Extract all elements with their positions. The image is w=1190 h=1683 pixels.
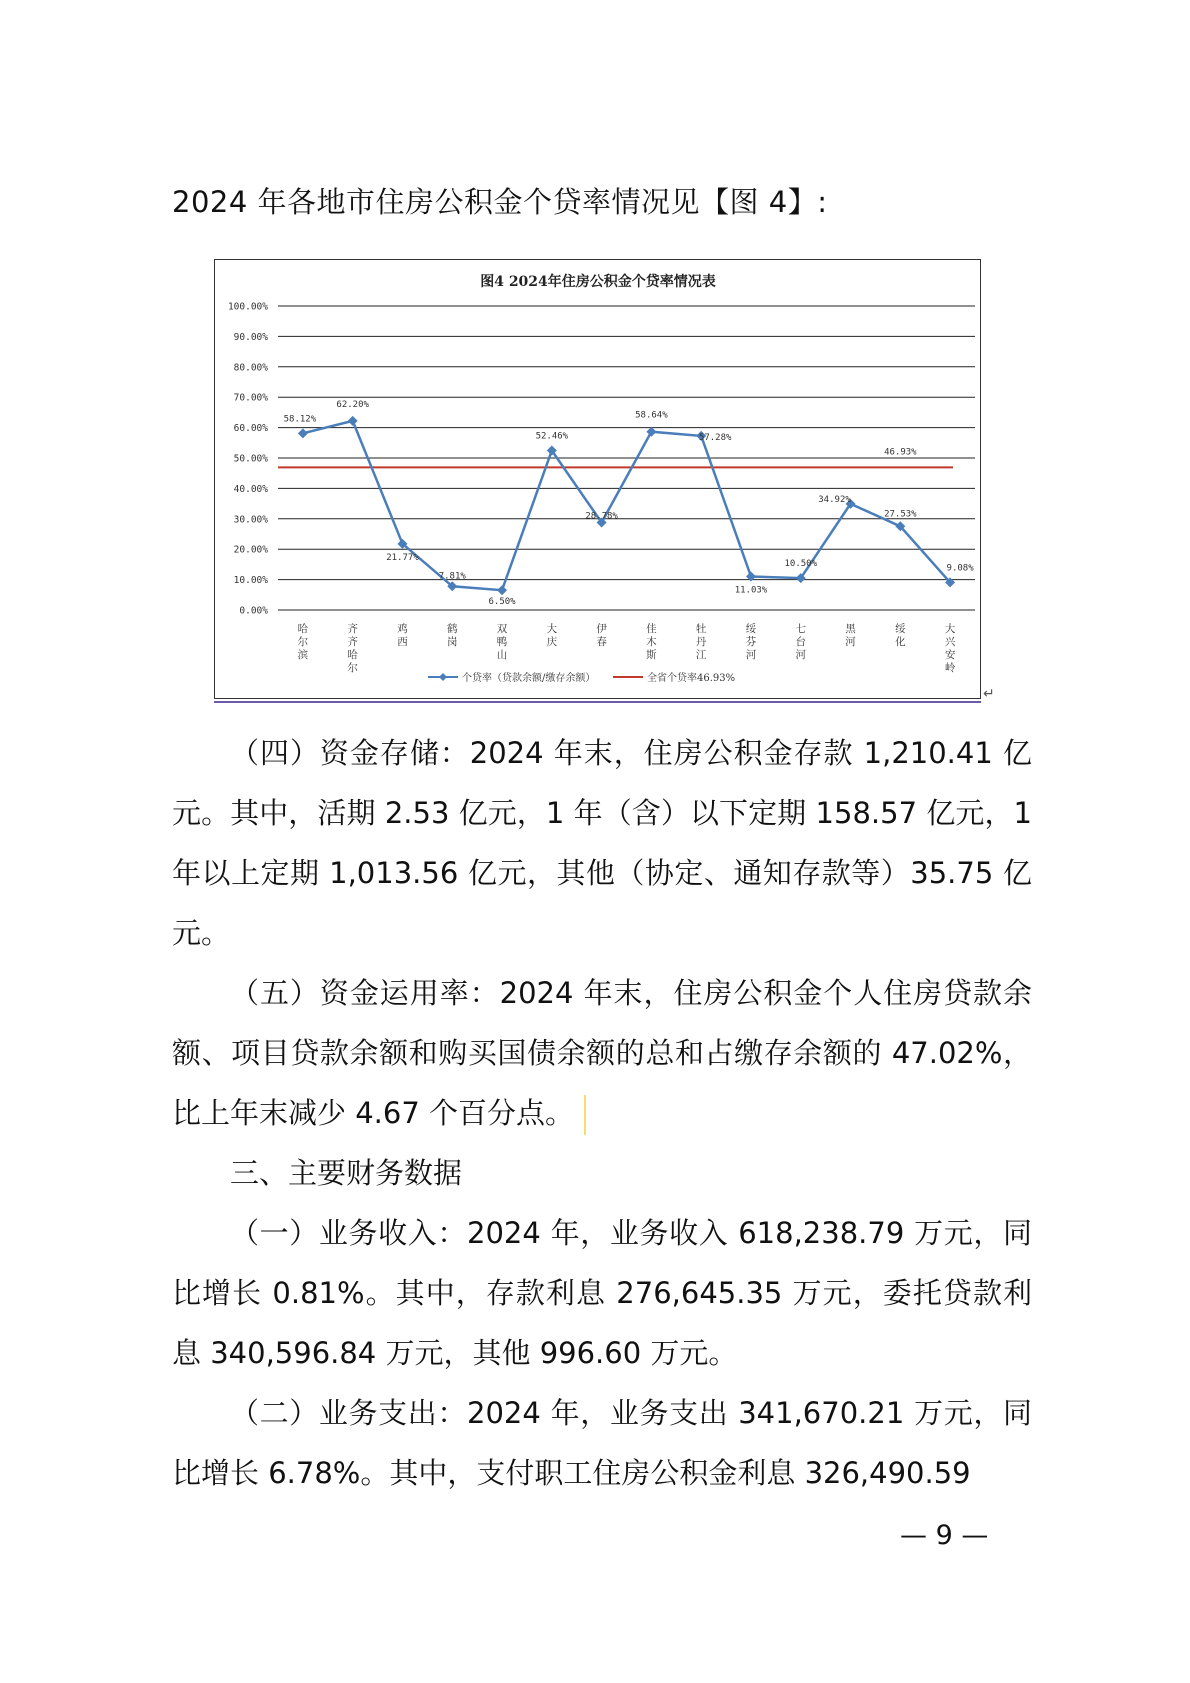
x-tick-label: 伊 <box>596 623 607 635</box>
data-point <box>298 428 308 438</box>
data-label: 58.64% <box>635 410 668 421</box>
data-label: 28.78% <box>585 511 618 522</box>
data-label: 7.81% <box>438 571 466 582</box>
x-tick-label: 庆 <box>546 636 558 648</box>
data-label: 58.12% <box>283 414 317 425</box>
x-tick-label: 七 <box>795 623 806 635</box>
x-tick-label: 黑 <box>845 623 856 635</box>
x-tick-label: 大 <box>546 623 558 635</box>
x-tick-label: 化 <box>895 636 906 648</box>
x-tick-label: 双 <box>496 623 508 635</box>
paragraph-fund-usage-rate-text: （五）资金运用率：2024 年末，住房公积金个人住房贷款余额、项目贷款余额和购买国债余额的总和占缴存余额的 47.02%，比上年末减少 4.67 个百分点。 <box>172 976 1032 1130</box>
x-tick-label: 鸡 <box>397 623 408 635</box>
x-tick-label: 岗 <box>447 636 458 648</box>
x-tick-label: 齐 <box>347 623 358 635</box>
data-label: 10.50% <box>784 559 818 570</box>
data-label: 52.46% <box>535 431 569 442</box>
average-label: 46.93% <box>884 447 917 458</box>
section-heading-finance: 三、主要财务数据 <box>230 1156 463 1190</box>
data-label: 11.03% <box>734 585 768 596</box>
x-tick-label: 绥 <box>895 623 906 635</box>
legend-marker-loan-rate <box>439 673 447 681</box>
paragraph-fund-storage: （四）资金存储：2024 年末，住房公积金存款 1,210.41 亿元。其中，活期 2.53 亿元，1 年（含）以下定期 158.57 亿元，1 年以上定期 1,013.56 亿元，其他（协定、通知存款等）35.75 亿元。 <box>172 736 1032 950</box>
x-tick-label: 滨 <box>297 649 309 661</box>
x-tick-label: 台 <box>795 636 806 648</box>
data-label: 34.92% <box>818 494 851 505</box>
x-tick-label: 河 <box>795 649 806 661</box>
y-tick-label: 100.00% <box>227 301 268 313</box>
x-tick-label: 哈 <box>297 623 309 635</box>
y-tick-label: 70.00% <box>233 392 268 404</box>
y-tick-label: 0.00% <box>239 605 268 617</box>
y-tick-label: 90.00% <box>233 331 268 343</box>
data-label: 6.50% <box>488 597 516 608</box>
x-tick-label: 兴 <box>944 636 956 648</box>
chart-canvas <box>215 260 982 700</box>
y-tick-label: 30.00% <box>233 514 268 526</box>
x-tick-label: 芬 <box>745 636 757 648</box>
data-label: 27.53% <box>884 509 917 520</box>
x-tick-label: 鹤 <box>447 623 458 635</box>
paragraph-business-income: （一）业务收入：2024 年，业务收入 618,238.79 万元，同比增长 0.81%。其中，存款利息 276,645.35 万元，委托贷款利息 340,596.84 万元，其他 996.60 万元。 <box>172 1216 1032 1370</box>
x-tick-label: 哈 <box>347 649 358 661</box>
x-tick-label: 大 <box>944 623 956 635</box>
y-tick-label: 80.00% <box>233 362 268 374</box>
y-tick-label: 10.00% <box>233 575 268 587</box>
x-tick-label: 齐 <box>347 636 358 648</box>
figure-heading: 2024 年各地市住房公积金个贷率情况见【图 4】: <box>172 185 828 219</box>
data-label: 62.20% <box>336 399 369 410</box>
x-tick-label: 河 <box>745 649 757 661</box>
data-label: 9.08% <box>946 563 974 574</box>
x-tick-label: 西 <box>397 636 408 648</box>
x-tick-label: 佳 <box>646 623 657 635</box>
y-tick-label: 50.00% <box>233 453 268 465</box>
x-tick-label: 河 <box>845 636 856 648</box>
chart-title: 图4 2024年住房公积金个贷率情况表 <box>480 274 716 290</box>
x-tick-label: 绥 <box>745 623 757 635</box>
y-tick-label: 20.00% <box>233 544 268 556</box>
data-label: 21.77% <box>386 552 419 563</box>
legend-label-loan-rate: 个贷率（贷款余额/缴存余额） <box>462 673 596 684</box>
x-tick-label: 山 <box>496 649 508 661</box>
x-tick-label: 牡 <box>695 623 707 635</box>
data-point <box>497 585 507 595</box>
x-tick-label: 鸭 <box>496 636 508 648</box>
x-tick-label: 尔 <box>347 662 358 674</box>
paragraph-business-expense: （二）业务支出：2024 年，业务支出 341,670.21 万元，同比增长 6.78%。其中，支付职工住房公积金利息 326,490.59 <box>172 1396 1032 1490</box>
data-point <box>646 427 656 437</box>
x-tick-label: 尔 <box>297 636 309 648</box>
data-point <box>348 416 358 426</box>
x-tick-label: 春 <box>596 636 607 648</box>
y-tick-label: 40.00% <box>233 483 268 495</box>
x-tick-label: 斯 <box>646 649 657 661</box>
paragraph-fund-usage-rate <box>172 963 1032 1143</box>
page-number: — 9 — <box>900 1520 989 1551</box>
paragraph-mark-icon: ↵ <box>983 686 995 702</box>
chart-underline <box>214 701 981 703</box>
loan-rate-chart <box>214 259 981 699</box>
legend-label-average: 全省个贷率46.93% <box>647 673 736 684</box>
y-tick-label: 60.00% <box>233 423 268 435</box>
data-label: 57.28% <box>698 432 732 443</box>
text-cursor-icon <box>584 1095 586 1135</box>
x-tick-label: 丹 <box>695 636 707 648</box>
x-tick-label: 江 <box>695 649 707 661</box>
x-tick-label: 安 <box>944 649 956 661</box>
x-tick-label: 岭 <box>944 662 956 674</box>
x-tick-label: 木 <box>646 636 657 648</box>
